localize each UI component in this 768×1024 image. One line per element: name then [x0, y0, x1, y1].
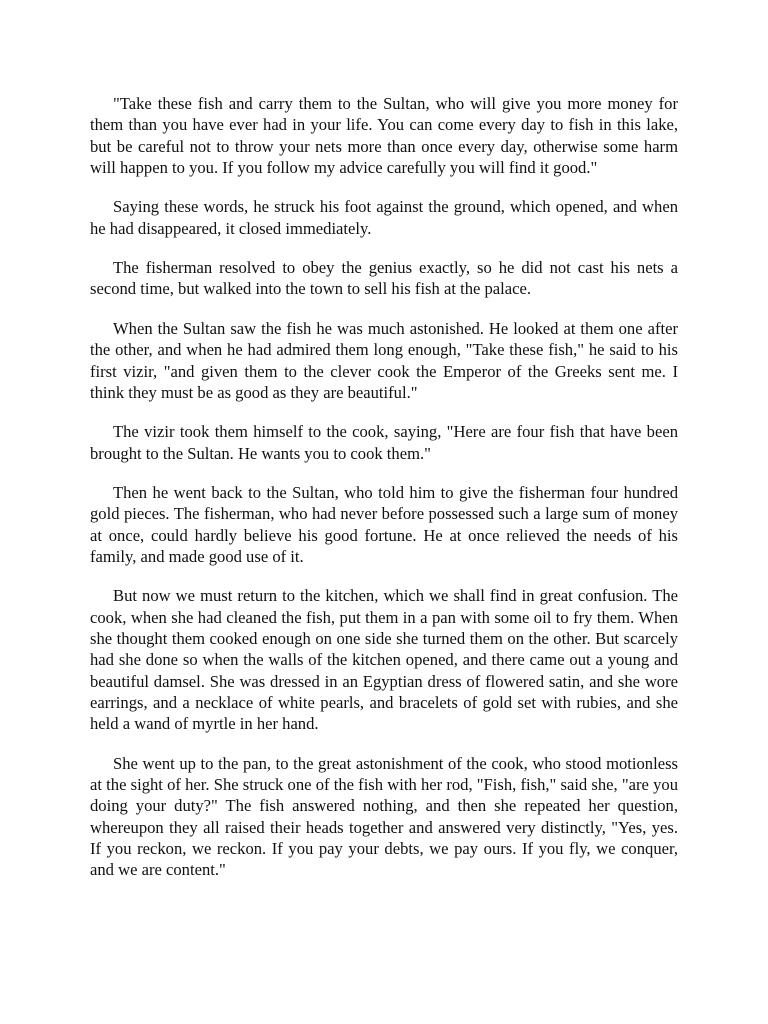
document-page	[90, 93, 678, 899]
paragraph-6: Then he went back to the Sultan, who told him to give the fisherman four hundred gold pieces. The fisherman, who had never before possessed such a large sum of money at once, could hardly believe his good fortune. He at once relieved the needs of his family, and made good use of it.	[90, 483, 678, 566]
paragraph-1: "Take these fish and carry them to the Sultan, who will give you more money for them than you have ever had in your life. You can come every day to fish in this lake, but be careful not to throw your nets more than once every day, otherwise some harm will happen to you. If you follow my advice carefully you will find it good."	[90, 94, 678, 177]
paragraph-8: She went up to the pan, to the great astonishment of the cook, who stood motionless at the sight of her. She struck one of the fish with her rod, "Fish, fish," said she, "are you doing your duty?" The fish answered nothing, and then she repeated her question, whereupon they all raised their heads together and answered very distinctly, "Yes, yes. If you reckon, we reckon. If you pay your debts, we pay ours. If you fly, we conquer, and we are content."	[90, 753, 678, 880]
paragraph-2: Saying these words, he struck his foot against the ground, which opened, and when he had disappeared, it closed immediately.	[90, 197, 678, 238]
paragraph-4: When the Sultan saw the fish he was much astonished. He looked at them one after the other, and when he had admired them long enough, "Take these fish," he said to his first vizir, "and given them to the clever cook the Emperor of the Greeks sent me. I think they must be as good as they are beautiful."	[90, 318, 678, 402]
paragraph-5: The vizir took them himself to the cook, saying, "Here are four fish that have been brought to the Sultan. He wants you to cook them."	[90, 422, 678, 463]
paragraph-7: But now we must return to the kitchen, which we shall find in great confusion. The cook, when she had cleaned the fish, put them in a pan with some oil to fry them. When she thought them cooked enough on one side she turned them on the other. But scarcely had she done so when the walls of the kitchen opened, and there came out a young and beautiful damsel. She was dressed in an Egyptian dress of flowered satin, and she wore earrings, and a necklace of white pearls, and bracelets of gold set with rubies, and she held a wand of myrtle in her hand.	[90, 586, 678, 734]
paragraph-3: The fisherman resolved to obey the genius exactly, so he did not cast his nets a second time, but walked into the town to sell his fish at the palace.	[90, 258, 678, 299]
